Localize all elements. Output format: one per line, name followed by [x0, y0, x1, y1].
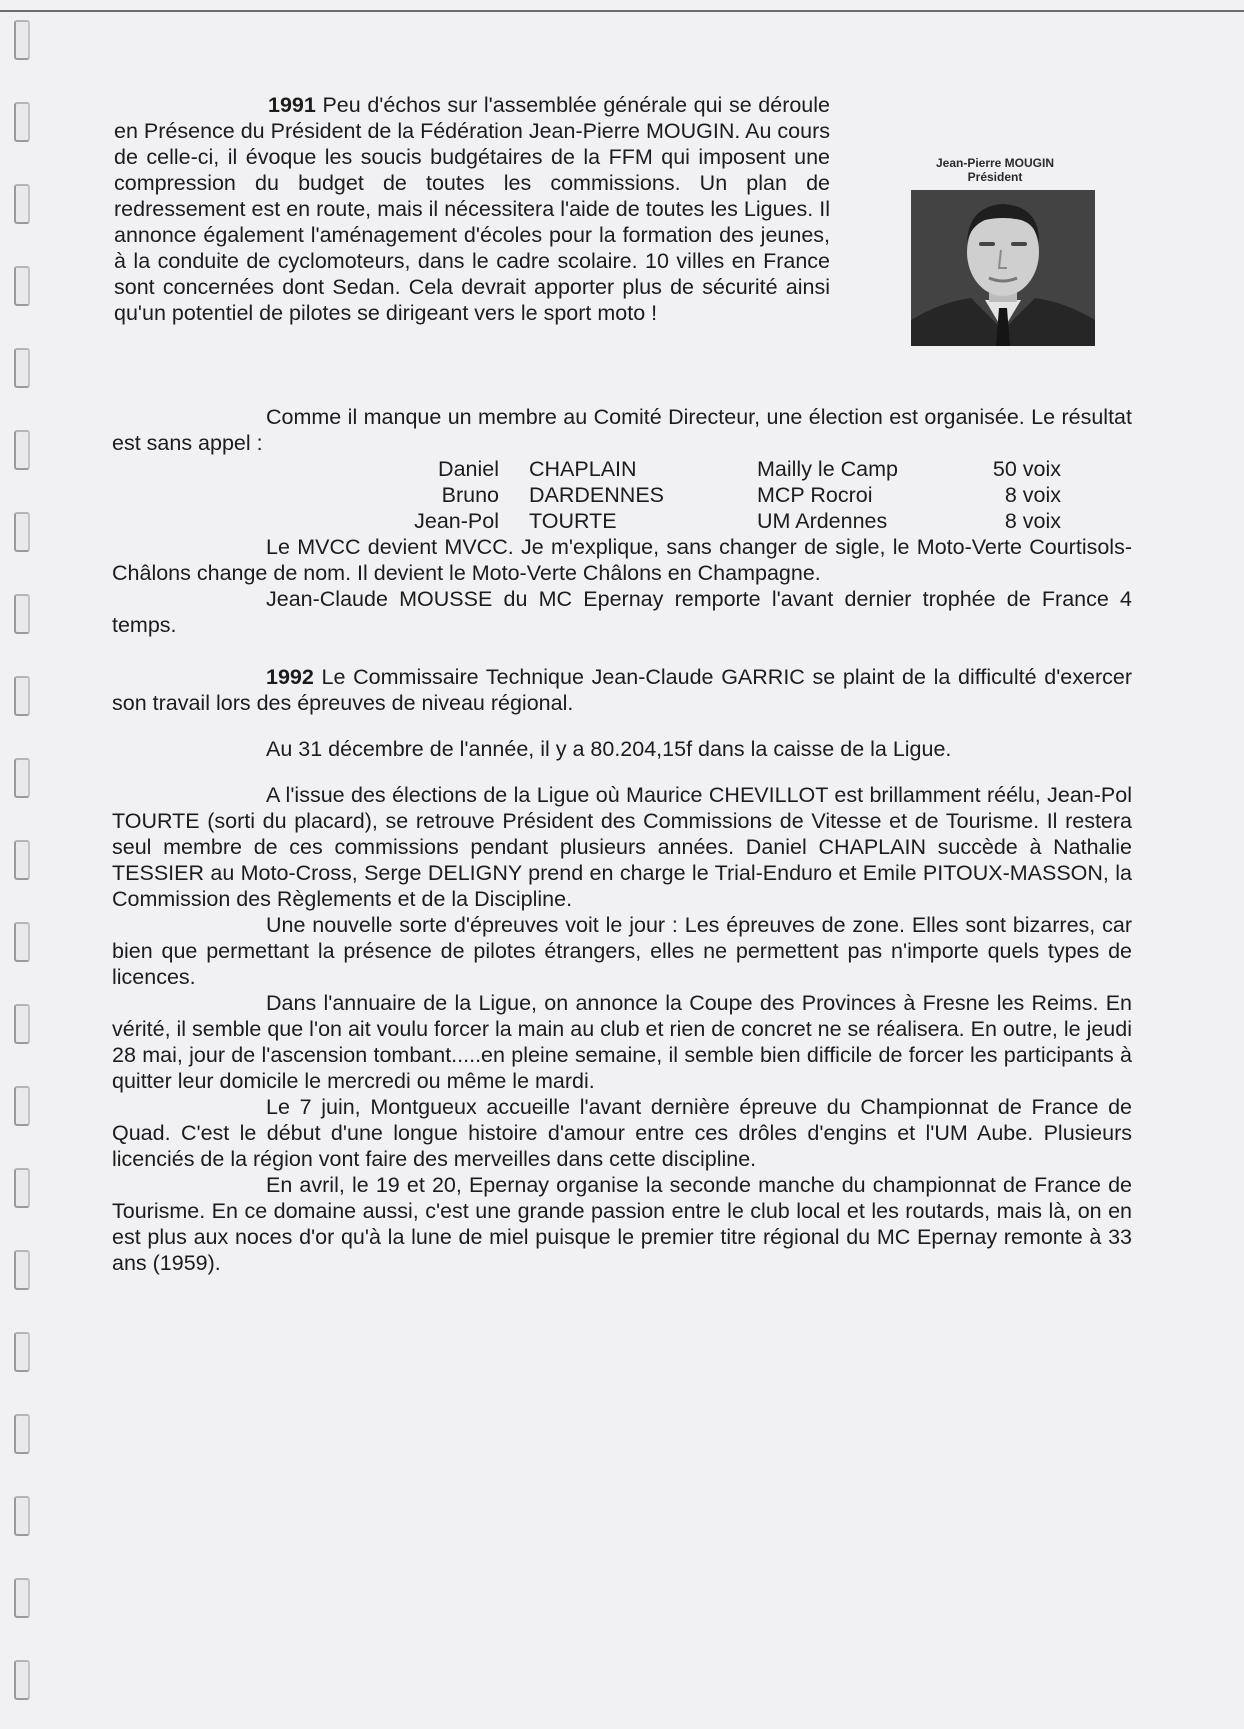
- result-last-name: CHAPLAIN: [529, 457, 637, 481]
- binding-hole: [14, 1660, 30, 1700]
- binding-hole: [14, 430, 30, 470]
- result-club: UM Ardennes: [757, 509, 888, 533]
- binding-hole: [14, 1004, 30, 1044]
- result-votes: 8 voix: [1004, 509, 1061, 533]
- result-last-name: DARDENNES: [529, 483, 664, 507]
- paragraph-mousse: Jean-Claude MOUSSE du MC Epernay remporte l'avant dernier trophée de France 4 temps.: [112, 587, 1132, 637]
- paragraph-1991-text: Peu d'échos sur l'assemblée générale qui se déroule en Présence du Président de la Fédération Jean-Pierre MOUGIN. Au cours de celle-ci, il évoque les soucis budgétaires de la FFM qui imposent une compression du budget de toutes les commissions. Un plan de redressement est en route, mais il nécessitera l'aide de toutes les Ligues. Il annonce également l'aménagement d'écoles pour la formation des jeunes, à la conduite de cyclomoteurs, dans le cadre scolaire. 10 villes en France sont concernées dont Sedan. Cela devrait apporter plus de sécurité ainsi qu'un potentiel de pilotes se dirigeant vers le sport moto !: [114, 93, 830, 325]
- portrait-image: [911, 190, 1095, 346]
- binding-hole: [14, 102, 30, 142]
- binding-hole: [14, 1168, 30, 1208]
- paragraph-1992: [112, 664, 1132, 716]
- binding-hole: [14, 1578, 30, 1618]
- portrait-caption: [890, 156, 1100, 184]
- binding-hole: [14, 1496, 30, 1536]
- binding-hole: [14, 1332, 30, 1372]
- binding-hole: [14, 184, 30, 224]
- binding-hole: [14, 348, 30, 388]
- paragraph-epreuves-zone: Une nouvelle sorte d'épreuves voit le jour : Les épreuves de zone. Elles sont bizarres, car bien que permettant la présence de pilotes étrangers, elles ne permettent pas n'importe quels types de licences.: [112, 913, 1132, 989]
- binding-hole: [14, 676, 30, 716]
- result-first-name: Daniel: [438, 457, 499, 481]
- portrait-title: Président: [967, 170, 1023, 184]
- table-row: [344, 508, 1061, 534]
- paragraph-elections: A l'issue des élections de la Ligue où Maurice CHEVILLOT est brillamment réélu, Jean-Pol TOURTE (sorti du placard), se retrouve Président des Commissions de Vitesse et de Tourisme. Il restera seul membre de ces commissions pendant plusieurs années. Daniel CHAPLAIN succède à Nathalie TESSIER au Moto-Cross, Serge DELIGNY prend en charge le Trial-Enduro et Emile PITOUX-MASSON, la Commission des Règlements et de la Discipline.: [112, 783, 1132, 911]
- binding-hole: [14, 1086, 30, 1126]
- year-1991: 1991: [268, 93, 316, 117]
- result-first-name: Jean-Pol: [414, 509, 499, 533]
- result-club: MCP Rocroi: [757, 483, 873, 507]
- paragraph-coupe-provinces: Dans l'annuaire de la Ligue, on annonce la Coupe des Provinces à Fresne les Reims. En vérité, il semble que l'on ait voulu forcer la main au club et rien de concret ne se réalisera. En outre, le jeudi 28 mai, jour de l'ascension tombant.....en pleine semaine, il semble bien difficile de forcer les participants à quitter leur domicile le mercredi ou même le mardi.: [112, 991, 1132, 1093]
- election-paragraph: Comme il manque un membre au Comité Directeur, une élection est organisée. Le résultat est sans appel :: [112, 405, 1132, 455]
- paragraph-quad: Le 7 juin, Montgueux accueille l'avant dernière épreuve du Championnat de France de Quad. C'est le début d'une longue histoire d'amour entre ces drôles d'engins et l'UM Aube. Plusieurs licenciés de la région vont faire des merveilles dans cette discipline.: [112, 1095, 1132, 1171]
- result-votes: 50 voix: [992, 457, 1061, 481]
- binding-hole: [14, 266, 30, 306]
- result-votes: 8 voix: [1004, 483, 1061, 507]
- binding-holes: [14, 20, 34, 1720]
- paragraph-caisse: Au 31 décembre de l'année, il y a 80.204,15f dans la caisse de la Ligue.: [266, 737, 952, 761]
- paragraph-1992-text: Le Commissaire Technique Jean-Claude GARRIC se plaint de la difficulté d'exercer son travail lors des épreuves de niveau régional.: [112, 665, 1132, 715]
- paragraph-tourisme: En avril, le 19 et 20, Epernay organise la seconde manche du championnat de France de Tourisme. En ce domaine aussi, c'est une grande passion entre le club local et les routards, mais là, on en est plus aux noces d'or qu'à la lune de miel puisque le premier titre régional du MC Epernay remonte à 33 ans (1959).: [112, 1173, 1132, 1275]
- result-club: Mailly le Camp: [757, 457, 898, 481]
- binding-hole: [14, 758, 30, 798]
- top-rule: [0, 10, 1244, 12]
- portrait-photo: [911, 190, 1095, 346]
- binding-hole: [14, 840, 30, 880]
- result-first-name: Bruno: [441, 483, 499, 507]
- election-results-table: [344, 456, 1061, 534]
- binding-hole: [14, 512, 30, 552]
- paragraph-1991: [114, 92, 830, 326]
- binding-hole: [14, 20, 30, 60]
- table-row: [344, 456, 1061, 482]
- binding-hole: [14, 594, 30, 634]
- paragraph-mvcc: Le MVCC devient MVCC. Je m'explique, sans changer de sigle, le Moto-Verte Courtisols-Châlons change de nom. Il devient le Moto-Verte Châlons en Champagne.: [112, 535, 1132, 585]
- portrait-name: Jean-Pierre MOUGIN: [935, 156, 1055, 170]
- binding-hole: [14, 1250, 30, 1290]
- year-1992: 1992: [266, 665, 314, 689]
- portrait-block: [880, 156, 1100, 346]
- binding-hole: [14, 922, 30, 962]
- intro-1991: [114, 92, 830, 326]
- main-text: [112, 404, 1132, 1276]
- result-last-name: TOURTE: [529, 509, 617, 533]
- binding-hole: [14, 1414, 30, 1454]
- table-row: [344, 482, 1061, 508]
